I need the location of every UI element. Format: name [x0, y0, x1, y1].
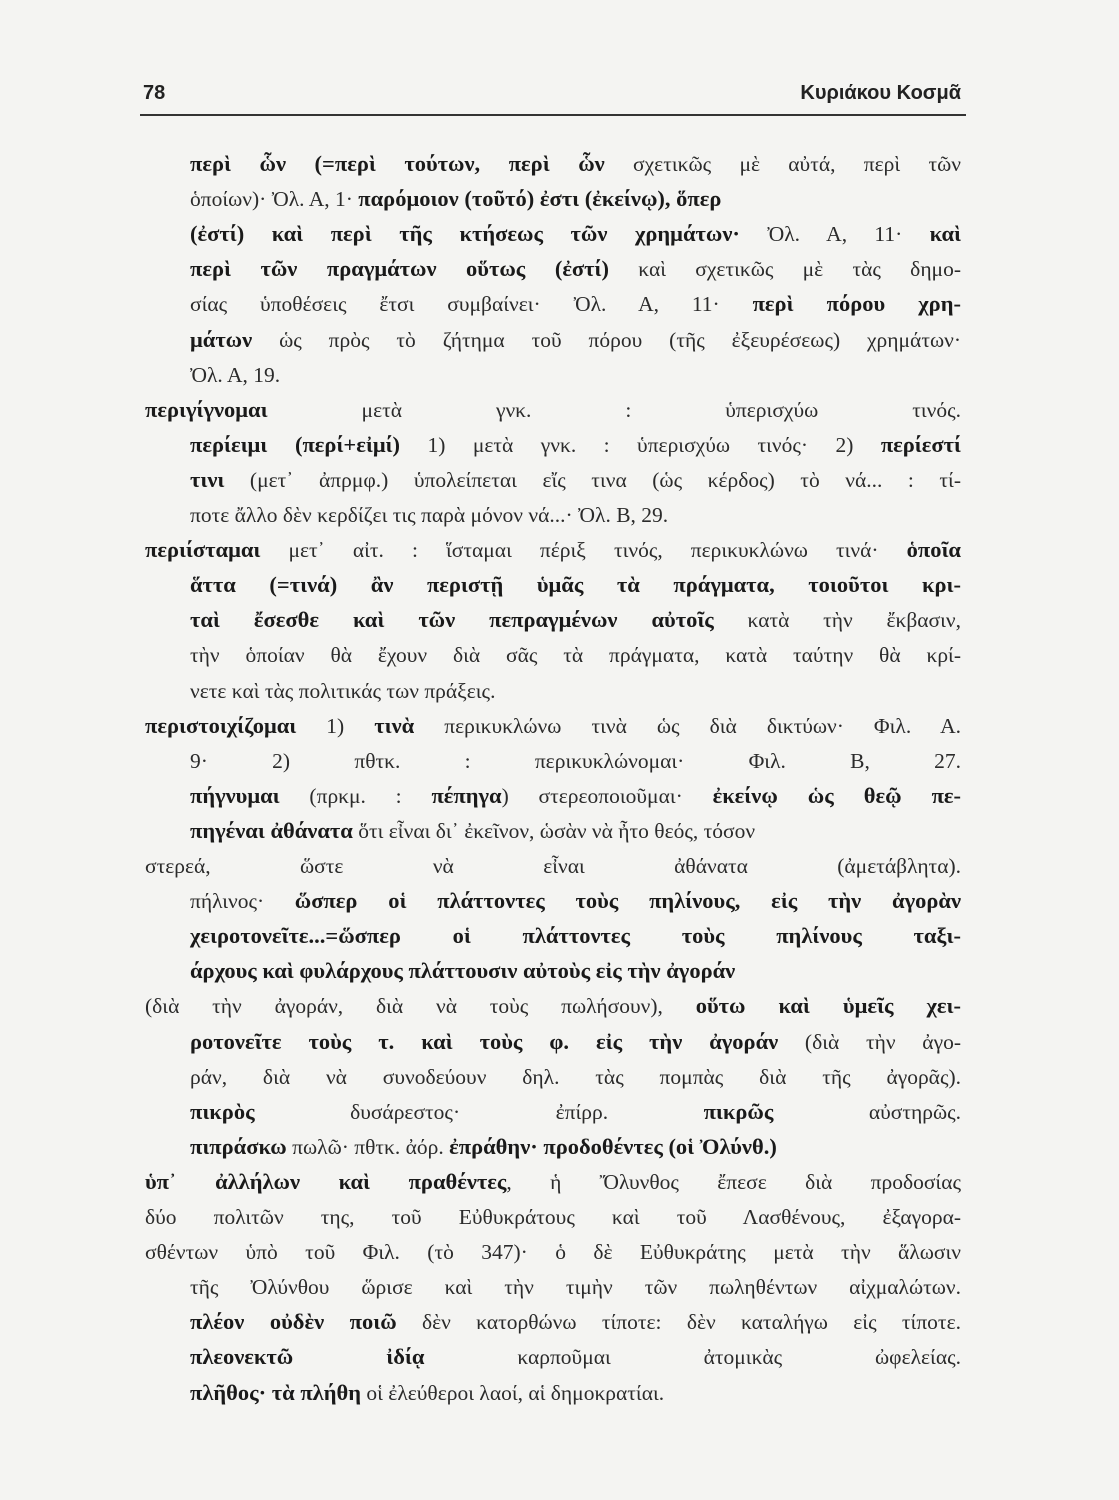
definition-text: , ἡ Ὄλυνθος ἔπεσε διὰ προδοσίας — [506, 1169, 961, 1194]
text-line — [190, 1273, 961, 1301]
header-rule — [140, 114, 966, 116]
definition-text: 1) μετὰ γνκ. : ὑπερισχύω τινός· 2) — [400, 432, 881, 457]
text-line — [145, 1203, 961, 1231]
text-line — [190, 220, 961, 248]
headword-text: περὶ τῶν πραγμάτων οὕτως (ἐστί) — [190, 256, 610, 282]
definition-text: μετὰ γνκ. : ὑπερισχύω τινός. — [267, 397, 961, 422]
headword-text: πέπηγα — [431, 782, 502, 808]
page-number: 78 — [143, 82, 166, 104]
definition-text: δὲν κατορθώνω τίποτε: δὲν καταλήγω εἰς τίποτε. — [396, 1310, 961, 1335]
headword-text: (ἐστί) καὶ περὶ τῆς κτήσεως τῶν χρημάτων· — [190, 221, 740, 247]
headword-text: ἐκείνῳ ὡς θεῷ πε- — [712, 782, 962, 808]
definition-text: (πρκμ. : — [279, 783, 432, 808]
text-line — [190, 1379, 961, 1407]
text-line — [190, 1343, 961, 1371]
text-line — [190, 361, 961, 389]
running-title: Κυριάκου Κοσμᾶ — [800, 82, 961, 104]
definition-text: (διὰ τὴν ἀγοράν, διὰ νὰ τοὺς πωλήσουν), — [145, 994, 696, 1019]
headword-text: ὑπ᾽ ἀλλήλων καὶ πραθέντες — [145, 1168, 507, 1194]
definition-text: περικυκλώνω τινὰ ὡς διὰ δικτύων· Φιλ. Α. — [414, 713, 961, 738]
text-line — [190, 431, 961, 459]
definition-text: σίας ὑποθέσεις ἔτσι συμβαίνει· Ὀλ. Α, 11· — [190, 292, 753, 317]
definition-text: δυσάρεστος· ἐπίρρ. — [254, 1099, 704, 1124]
text-line — [190, 1308, 961, 1336]
text-line — [190, 677, 961, 705]
headword-text: πικρὸς — [190, 1098, 255, 1124]
definition-text: μετ᾽ αἰτ. : ἵσταμαι πέριξ τινός, περικυκλώνω τινά· — [260, 538, 907, 563]
text-line — [145, 536, 961, 564]
text-line — [145, 992, 961, 1020]
definition-text: ) στερεοποιοῦμαι· — [501, 783, 713, 808]
text-line — [190, 466, 961, 494]
headword-text: πιπράσκω — [190, 1133, 287, 1159]
text-line — [190, 501, 961, 529]
headword-text: καὶ — [929, 221, 961, 247]
headword-text: περιστοιχίζομαι — [145, 712, 297, 738]
text-line — [145, 852, 961, 880]
headword-text: άρχους καὶ φυλάρχους πλάττουσιν αὐτοὺς εἰς τὴν ἀγοράν — [190, 958, 736, 984]
headword-text: τινὰ — [374, 712, 415, 738]
headword-text: πλεονεκτῶ ἰδίᾳ — [190, 1344, 425, 1370]
definition-text: τῆς Ὀλύνθου ὥρισε καὶ τὴν τιμὴν τῶν πωληθέντων αἰχμαλώτων. — [190, 1275, 961, 1300]
text-line — [190, 1133, 961, 1161]
headword-text: οὕτω καὶ ὑμεῖς χει- — [695, 993, 961, 1019]
text-line — [190, 782, 961, 810]
text-line — [190, 1063, 961, 1091]
text-line — [190, 887, 961, 915]
headword-text: μάτων — [190, 326, 253, 352]
text-line — [190, 1098, 961, 1126]
text-line — [190, 747, 961, 775]
definition-text: Ὀλ. Α, 11· — [739, 222, 930, 247]
headword-text: πλῆθος· τὰ πλήθη — [190, 1379, 362, 1405]
definition-text: ποτε ἄλλο δὲν κερδίζει τις παρὰ μόνον νά...· Ὀλ. Β, 29. — [190, 503, 669, 527]
headword-text: τινι — [190, 466, 225, 492]
text-line — [145, 1238, 961, 1266]
headword-text: ροτονεῖτε τοὺς τ. καὶ τοὺς φ. εἰς τὴν ἀγοράν — [190, 1028, 779, 1054]
definition-text: καὶ σχετικῶς μὲ τὰς δημο- — [609, 257, 961, 282]
text-line — [190, 1028, 961, 1056]
text-line — [190, 326, 961, 354]
headword-text: παρόμοιον (τοῦτό) ἐστι (ἐκείνῳ), ὅπερ — [358, 186, 722, 212]
headword-text: ὁποῖα — [906, 537, 961, 563]
headword-text: πικρῶς — [703, 1098, 774, 1124]
text-line — [190, 817, 961, 845]
definition-text: νετε καὶ τὰς πολιτικάς των πράξεις. — [190, 678, 496, 703]
definition-text: κατὰ τὴν ἔκβασιν, — [713, 608, 961, 633]
headword-text: ἅττα (=τινά) ἂν περιστῇ ὑμᾶς τὰ πράγματα, τοιοῦτοι κρι- — [190, 572, 961, 598]
definition-text: ὡς πρὸς τὸ ζήτημα τοῦ πόρου (τῆς ἐξευρέσεως) χρημάτων· — [252, 327, 961, 352]
text-line — [190, 571, 961, 599]
text-line — [190, 255, 961, 283]
headword-text: περὶ πόρου χρη- — [752, 291, 961, 317]
definition-text: ὅτι εἶναι δι᾽ ἐκεῖνον, ὡσὰν νὰ ἦτο θεός, τόσον — [352, 818, 756, 843]
text-line — [190, 290, 961, 318]
definition-text: αὐστηρῶς. — [773, 1099, 961, 1124]
headword-text: πηγέναι ἀθάνατα — [190, 817, 353, 843]
definition-text: Ὀλ. Α, 19. — [190, 362, 281, 387]
definition-text: 1) — [296, 713, 375, 738]
definition-text: 9· 2) πθτκ. : περικυκλώνομαι· Φιλ. Β, 27. — [190, 748, 961, 773]
text-line — [145, 396, 961, 424]
headword-text: χειροτονεῖτε...=ὥσπερ οἱ πλάττοντες τοὺς πηλίνους ταξι- — [190, 923, 961, 949]
definition-text: σχετικῶς μὲ αὐτά, περὶ τῶν — [604, 152, 961, 176]
definition-text: οἱ ἐλεύθεροι λαοί, αἱ δημοκρατίαι. — [361, 1380, 665, 1405]
headword-text: πήγνυμαι — [190, 782, 280, 808]
headword-text: πλέον οὐδὲν ποιῶ — [190, 1309, 397, 1335]
text-line — [190, 150, 961, 178]
definition-text: ὁποίων)· Ὀλ. Α, 1· — [190, 187, 359, 212]
headword-text: ἐπράθην· προδοθέντες (οἱ Ὀλύνθ.) — [449, 1133, 777, 1159]
headword-text: περιγίγνομαι — [145, 396, 268, 422]
text-line — [190, 185, 961, 213]
definition-text: δύο πολιτῶν της, τοῦ Εὐθυκράτους καὶ τοῦ Λασθένους, ἐξαγορα- — [145, 1205, 961, 1229]
headword-text: περὶ ὧν (=περὶ τούτων, περὶ ὧν — [190, 151, 605, 176]
definition-text: σθέντων ὑπὸ τοῦ Φιλ. (τὸ 347)· ὁ δὲ Εὐθυκράτης μετὰ τὴν ἅλωσιν — [145, 1240, 961, 1265]
text-line — [190, 606, 961, 634]
definition-text: (μετ᾽ ἀπρμφ.) ὑπολείπεται εἴς τινα (ὡς κέρδος) τὸ νά... : τί- — [224, 467, 961, 492]
text-line — [145, 1168, 961, 1196]
text-line — [190, 922, 961, 950]
text-line — [190, 641, 961, 669]
definition-text: (διὰ τὴν ἀγο- — [778, 1029, 961, 1054]
text-line — [190, 957, 961, 985]
headword-text: περίεστί — [880, 431, 961, 457]
definition-text: πήλινος· — [190, 889, 295, 914]
definition-text: πωλῶ· πθτκ. ἀόρ. — [286, 1134, 450, 1159]
text-line — [145, 712, 961, 740]
definition-text: τὴν ὁποίαν θὰ ἔχουν διὰ σᾶς τὰ πράγματα, κατὰ ταύτην θὰ κρί- — [190, 643, 961, 668]
headword-text: περίειμι (περί+εἰμί) — [190, 431, 401, 457]
definition-text: ράν, διὰ νὰ συνοδεύουν δηλ. τὰς πομπὰς διὰ τῆς ἀγορᾶς). — [190, 1064, 961, 1089]
definition-text: στερεά, ὥστε νὰ εἶναι ἀθάνατα (ἀμετάβλητα). — [145, 854, 961, 878]
headword-text: ὥσπερ οἱ πλάττοντες τοὺς πηλίνους, εἰς τὴν ἀγορὰν — [294, 888, 961, 914]
headword-text: περιίσταμαι — [145, 537, 261, 563]
definition-text: καρποῦμαι ἀτομικὰς ὠφελείας. — [424, 1345, 961, 1370]
headword-text: ταὶ ἔσεσθε καὶ τῶν πεπραγμένων αὐτοῖς — [190, 607, 714, 633]
